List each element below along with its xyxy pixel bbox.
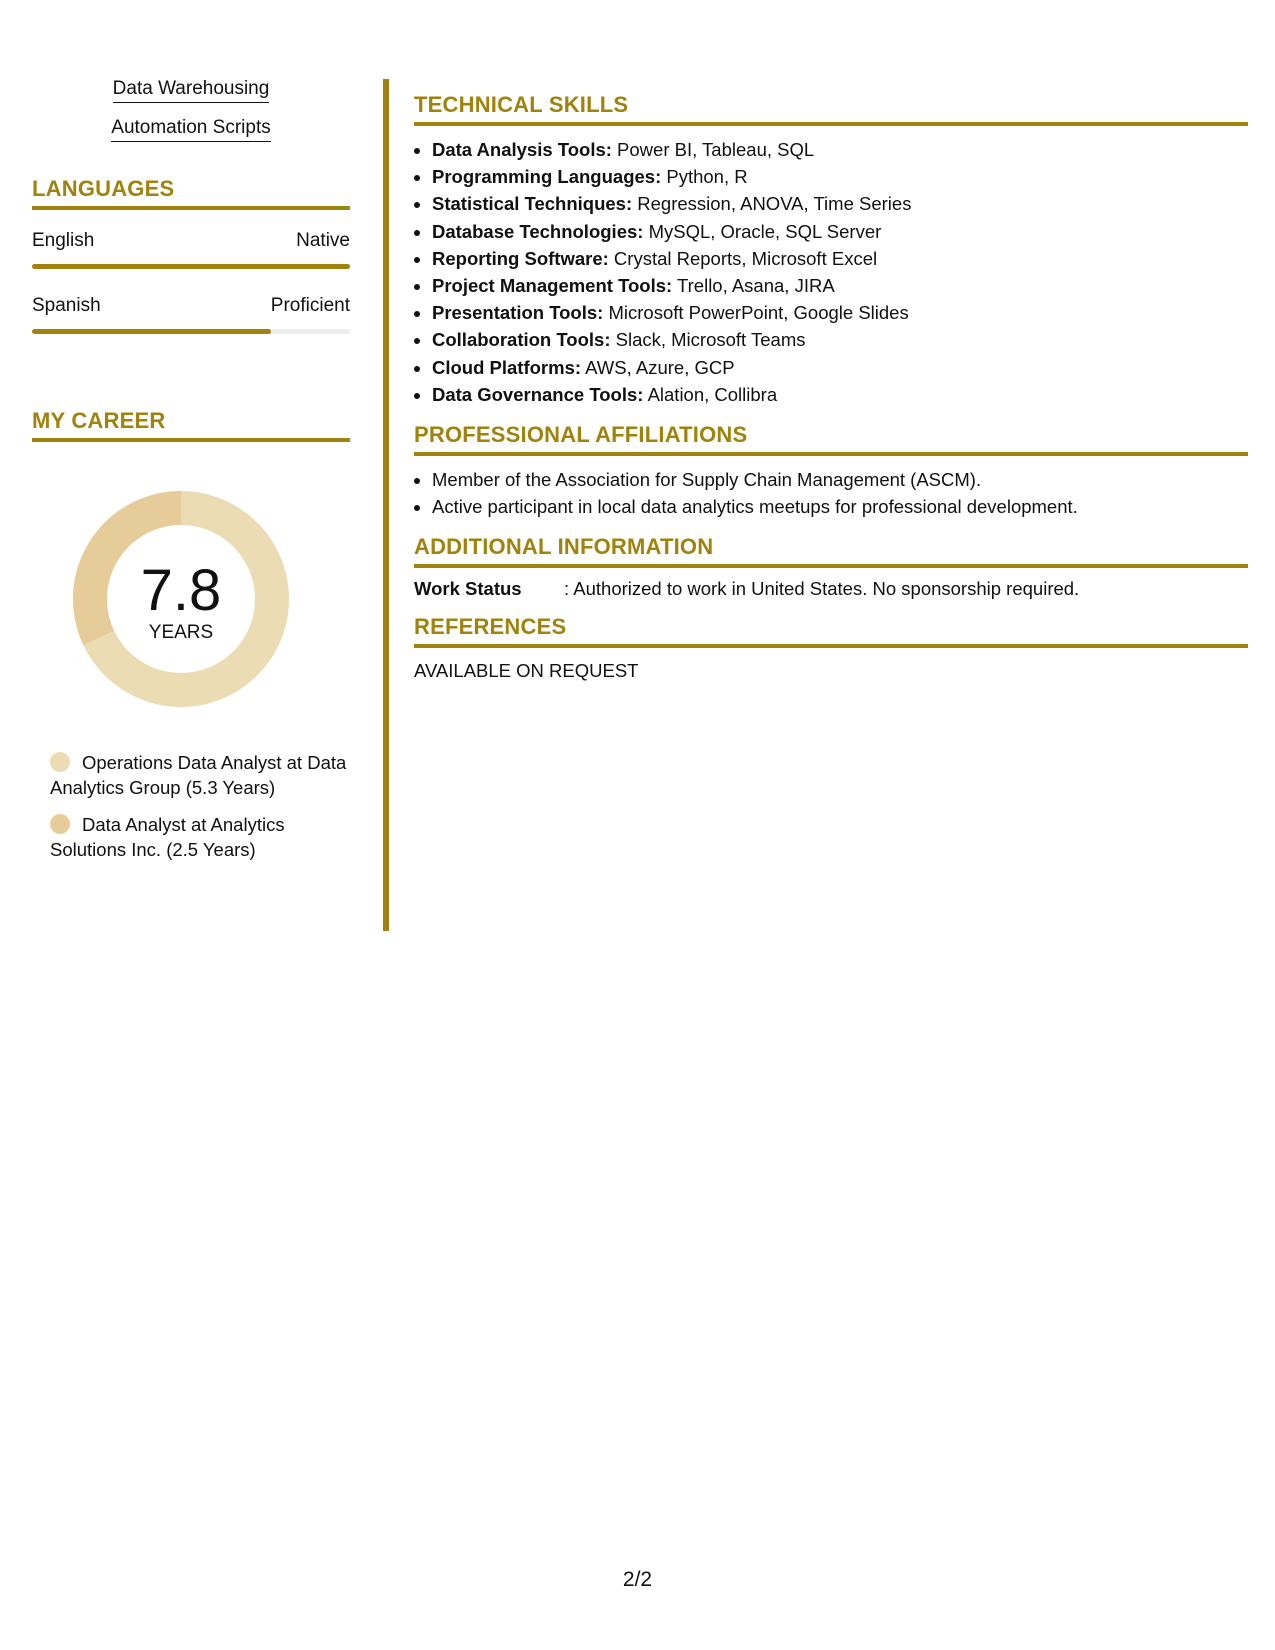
affiliations-heading: PROFESSIONAL AFFILIATIONS (414, 422, 1248, 456)
left-column (32, 78, 350, 874)
language-level-bar (32, 264, 350, 269)
affiliations-list (414, 466, 1248, 520)
skill-link-label[interactable]: Automation Scripts (111, 117, 270, 142)
skill-category: Database Technologies: (432, 220, 644, 242)
language-level-fill (32, 264, 350, 269)
skill-values: Power BI, Tableau, SQL (617, 139, 815, 160)
skill-category: Cloud Platforms: (432, 356, 582, 378)
skill-category: Project Management Tools: (432, 275, 673, 297)
skill-category: Programming Languages: (432, 166, 662, 188)
skill-category: Reporting Software: (432, 247, 609, 269)
column-divider (383, 79, 389, 931)
technical-skill-item (432, 354, 1248, 381)
skill-values: Microsoft PowerPoint, Google Slides (608, 302, 909, 324)
language-english (32, 230, 350, 269)
career-donut-chart (66, 484, 296, 714)
language-spanish (32, 295, 350, 334)
languages-heading: LANGUAGES (32, 176, 350, 210)
skill-values: Trello, Asana, JIRA (677, 275, 835, 297)
technical-skills-list (414, 136, 1248, 408)
career-heading: MY CAREER (32, 408, 350, 442)
technical-skill-item (432, 326, 1248, 353)
references-text: AVAILABLE ON REQUEST (414, 660, 639, 682)
references-heading: REFERENCES (414, 614, 1248, 648)
affiliation-item: • Member of the Association for Supply Chain Management (ASCM). (432, 466, 1248, 493)
skill-link-data-warehousing[interactable] (32, 78, 350, 103)
legend-label: Operations Data Analyst at Data Analytics Group (5.3 Years) (50, 752, 347, 798)
right-column (414, 92, 1248, 682)
technical-skill-item (432, 190, 1248, 217)
skill-link-label[interactable]: Data Warehousing (113, 78, 270, 103)
additional-info-heading: ADDITIONAL INFORMATION (414, 534, 1248, 568)
language-name: Spanish (32, 295, 101, 316)
technical-skill-item (432, 136, 1248, 163)
skill-link-automation-scripts[interactable] (32, 117, 350, 142)
legend-dot (50, 752, 70, 772)
career-total-value: 7.8 (140, 558, 222, 623)
skill-values: Regression, ANOVA, Time Series (637, 193, 912, 215)
legend-dot (50, 814, 70, 834)
language-level: Native (296, 230, 350, 251)
affiliation-item: • Active participant in local data analytics meetups for professional development. (432, 493, 1248, 520)
skill-values: Alation, Collibra (647, 383, 778, 405)
work-status-row (414, 578, 1248, 600)
language-level-fill (32, 329, 271, 334)
technical-skill-item (432, 381, 1248, 408)
skill-values: AWS, Azure, GCP (585, 356, 735, 378)
donut-center (66, 484, 296, 714)
language-level: Proficient (270, 295, 350, 316)
work-status-value: : Authorized to work in United States. No sponsorship required. (564, 578, 1080, 600)
skill-category: Data Analysis Tools: (432, 139, 612, 160)
career-total-unit: YEARS (148, 622, 214, 643)
legend-item (50, 750, 350, 800)
work-status-label: Work Status (414, 578, 522, 600)
skill-values: Python, R (666, 166, 748, 188)
technical-skills-heading: TECHNICAL SKILLS (414, 92, 1248, 126)
skill-category: Presentation Tools: (432, 302, 604, 324)
technical-skill-item (432, 299, 1248, 326)
legend-item (50, 812, 350, 862)
language-level-bar (32, 329, 350, 334)
technical-skill-item (432, 163, 1248, 190)
legend-label: Data Analyst at Analytics Solutions Inc. (2.5 Years) (50, 814, 285, 860)
technical-skill-item (432, 218, 1248, 245)
skill-values: Slack, Microsoft Teams (615, 329, 806, 351)
skill-values: MySQL, Oracle, SQL Server (648, 220, 882, 242)
language-name: English (32, 230, 95, 251)
skill-category: Data Governance Tools: (432, 383, 644, 405)
skill-category: Statistical Techniques: (432, 193, 633, 215)
skill-values: Crystal Reports, Microsoft Excel (613, 247, 878, 269)
technical-skill-item (432, 272, 1248, 299)
skill-category: Collaboration Tools: (432, 329, 611, 351)
career-legend (50, 750, 350, 862)
page-number: 2/2 (622, 1568, 653, 1591)
technical-skill-item (432, 245, 1248, 272)
